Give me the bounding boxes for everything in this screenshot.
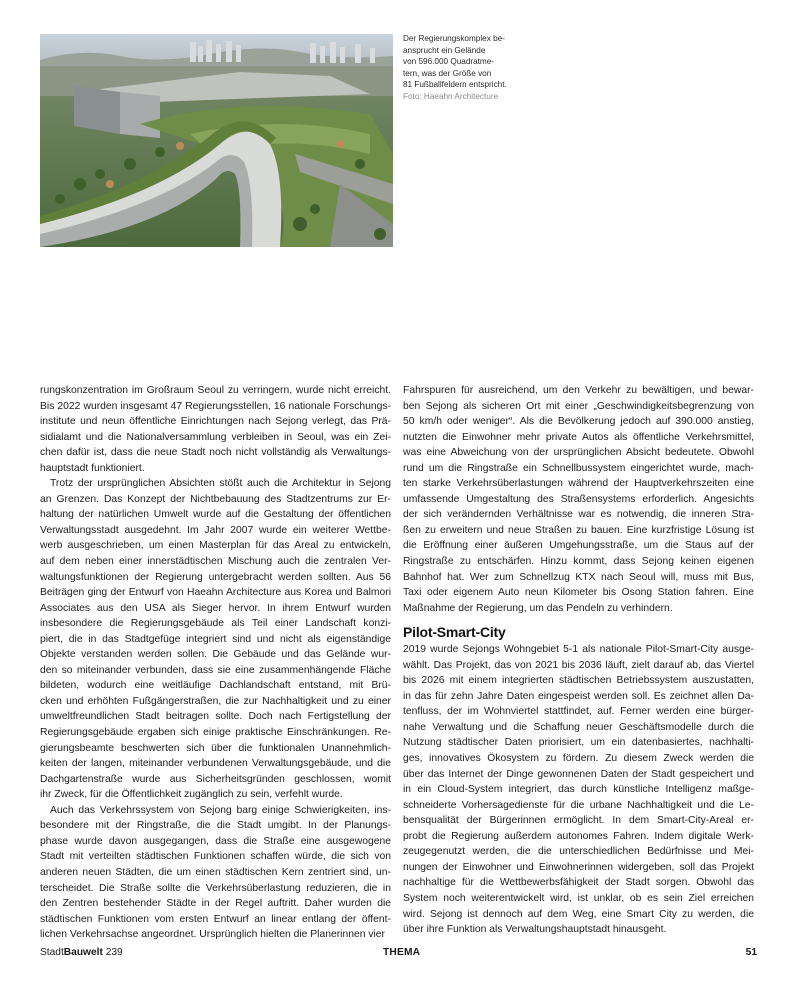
caption-line: 81 Fußballfeldern entspricht. [403, 80, 507, 90]
text-line: keiten der langen, miteinander verbundenen Verwaltungsgebäude, und die [40, 758, 391, 770]
text-line: System noch weiterentwickelt wird, ist unklar, ob es sein Ziel erreichen [403, 892, 754, 904]
text-line: bis 2026 mit einem integrierten städtischen Betriebssystem auszustatten, [403, 675, 754, 687]
right-column-bottom-text [403, 642, 754, 937]
page-number: 51 [745, 947, 757, 958]
text-line: nachhaltige für die Wettbewerbsfähigkeit der Stadt sorgen. Obwohl das [403, 877, 754, 889]
text-line: Beiträgen ging der Entwurf von Haeahn Architecture aus Korea und Balmori [40, 587, 391, 599]
text-line: phase wurde davon ausgegangen, dass die Straße eine ausgewogene [40, 835, 391, 847]
text-line: städtischen Funktionen vom ersten Entwurf an linear entlang der öffent- [40, 913, 391, 925]
text-line: Regierungsgebäude ergaben sich einige praktische Einschränkungen. Re- [40, 727, 391, 739]
caption-line: ansprucht ein Gelände [403, 45, 486, 55]
text-line: haltung der natürlichen Umwelt wurde auf die Gestaltung der öffentlichen [40, 509, 391, 521]
caption-line: tern, was der Größe von [403, 68, 492, 78]
text-line: werb ausgeschrieben, um einen Masterplan für das Areal zu entwickeln, [40, 540, 391, 552]
text-line: auf dem neben einer innerstädtischen Mischung auch die zentralen Ver- [40, 556, 391, 568]
text-line: Trotz der ursprünglichen Absichten stößt auch die Architektur in Sejong [50, 478, 391, 490]
photo-credit: Foto: Haeahn Architecture [403, 91, 499, 101]
section-label: THEMA [383, 947, 421, 958]
magazine-bold: Bauwelt [63, 947, 103, 958]
text-line: bensqualität der Bürgerinnen ermöglicht. In dem Smart-City-Areal er- [403, 815, 754, 827]
text-line: probt die Regierung außerdem autonomes Fahren. Indem digitale Werk- [403, 830, 754, 842]
text-line: nahe Verwaltung und die Schaffung neuer Geschäftsmodelle durch die [403, 721, 754, 733]
text-line: in ein Cloud-System integriert, das durch künstliche Intelligenz maßge- [403, 784, 754, 796]
left-text-column [40, 383, 391, 943]
text-line: bildeten, wodurch eine weitläufige Dachlandschaft entstand, mit Brü- [40, 680, 391, 692]
right-text-column [403, 383, 754, 938]
right-column-top-text [403, 383, 754, 616]
section-subheading: Pilot-Smart-City [403, 624, 506, 641]
text-line: schneiderte Vorhersagedienste für die urbane Nachhaltigkeit und die Le- [403, 799, 754, 811]
text-line: piert, die in das Stadtgefüge integriert sind und nicht als eigenständige [40, 633, 391, 645]
text-line: sidialamt und die Nationalversammlung verbleiben in Seoul, was ein Zei- [40, 431, 391, 443]
text-line: ihr Zweck, für die Öffentlichkeit zugänglich zu sein, verfehlt wurde. [40, 789, 343, 801]
photo-caption [403, 33, 533, 103]
text-line: Stadt mit verteilten städtischen Funktionen schaffen würde, die sich von [40, 851, 391, 863]
text-line: Auch das Verkehrssystem von Sejong barg einige Schwierigkeiten, ins- [50, 804, 391, 816]
text-line: nutzten die Einwohner mehr private Autos als öffentliche Verkehrsmittel, [403, 431, 754, 443]
text-line: Bahnhof hat. Wer zum Schnellzug KTX nach Seoul will, muss mit Bus, [403, 571, 754, 583]
text-line: an Grenzen. Das Konzept der Nichtbebauung des Stadtzentrums zur Er- [40, 493, 391, 505]
aerial-photo-government-complex [40, 34, 393, 247]
text-line: Nutzung städtischer Daten priorisiert, um ein datenbasiertes, nachhalti- [403, 737, 754, 749]
text-line: umfassende Umgestaltung des Straßensystems erforderlich. Angesichts [403, 493, 754, 505]
text-line: nungen der Einwohner und Einwohnerinnen widergeben, soll das Projekt [403, 861, 754, 873]
page-footer [40, 945, 757, 961]
text-line: Maßnahme der Regierung, um das Pendeln zu verhindern. [403, 602, 673, 614]
text-line: 50 km/h oder weniger“. Als die Bevölkerung jedoch auf 390.000 anstieg, [403, 416, 754, 428]
text-line: in das für zehn Jahre Daten eingespeist werden soll. Es zeichnet allen Da- [403, 690, 754, 702]
text-line: gierungsbeamte beschwerten sich über die funktionalen Unannehmlich- [40, 742, 391, 754]
text-line: terscheidet. Die Straße sollte die Verkehrsüberlastung reduzieren, die in [40, 882, 391, 894]
caption-line: von 596.000 Quadratme- [403, 57, 495, 67]
text-line: ben Sejong als sicheren Ort mit einer „Geschwindigkeitsbegrenzung von [403, 400, 754, 412]
text-line: über ihre Funktion als Verwaltungshauptstadt hinausgeht. [403, 924, 667, 936]
magazine-prefix: Stadt [40, 947, 64, 958]
text-line: zeugegenutzt werden, die die unterschiedlichen Bedürfnisse und Mei- [403, 846, 754, 858]
text-line: wird. Sejong ist dennoch auf dem Weg, eine Smart City zu werden, die [403, 908, 754, 920]
text-line: Ringstraße zu entschärfen. Hinzu kommt, dass Sejong keinen eigenen [403, 556, 754, 568]
text-line: ßen zu erweitern und neue Straßen zu bauen. Eine kurzfristige Lösung ist [403, 524, 754, 536]
text-line: institute und neun öffentliche Einrichtungen nach Sejong verlegt, das Prä- [40, 416, 391, 428]
text-line: 2019 wurde Sejongs Wohngebiet 5-1 als nationale Pilot-Smart-City ausge- [403, 644, 754, 656]
text-line: ten starke Verkehrsüberlastungen während der Hauptverkehrszeiten eine [403, 478, 754, 490]
text-line: lichen Verkehrsachse angeordnet. Ursprünglich hielten die Planerinnen vier [40, 929, 386, 941]
text-line: Bis 2022 wurden insgesamt 47 Regierungsstellen, 16 nationale Forschungs- [40, 400, 391, 412]
text-line: die Eröffnung einer äußeren Umgehungsstraße, um die Staus auf der [403, 540, 754, 552]
text-line: ges, innovatives Ökosystem zu fördern. Zu diesem Zweck werden die [403, 753, 754, 765]
magazine-name [40, 945, 123, 961]
text-line: tenfluss, der im Wohnviertel stattfindet, auf. Ferner werden eine bürger- [403, 706, 754, 718]
text-line: wählt. Das Projekt, das von 2021 bis 2036 läuft, zielt darauf ab, das Viertel [403, 659, 754, 671]
aerial-photo [40, 34, 393, 247]
text-line: Fahrspuren für ausreichend, um den Verkehr zu bewältigen, und bewar- [403, 385, 754, 396]
text-line: cken und erhöhten Fußgängerstraßen, die zur Nachhaltigkeit und zu einer [40, 695, 391, 707]
text-line: Associates aus den USA als Sieger hervor. In ihrem Entwurf wurden [40, 602, 391, 614]
text-line: was eine Abweichung von der ursprünglichen Absicht bedeutete. Obwohl [403, 447, 754, 459]
caption-line: Der Regierungskomplex be- [403, 34, 505, 43]
text-line: den so miteinander verbunden, dass sie eine zusammenhängende Fläche [40, 664, 391, 676]
text-line: anderen neuen Städten, die um einen städtischen Kern zentriert sind, un- [40, 866, 391, 878]
text-line: hauptstadt funktioniert. [40, 462, 145, 474]
issue-number: 239 [102, 947, 123, 958]
text-line: Dachgartenstraße wurde aus Sicherheitsgründen geschlossen, womit [40, 773, 391, 785]
text-line: Taxi oder eigenem Auto neun Kilometer bis Osong Station fahren. Eine [403, 587, 754, 599]
text-line: den Zentren bestehender Städte in der Regel auftritt. Daher wurden die [40, 898, 391, 910]
text-line: insbesondere die Regierungsgebäude als Teil einer Landschaft konzi- [40, 618, 391, 630]
text-line: waltungsfunktionen der Regierung untergebracht werden sollten. Aus 56 [40, 571, 391, 583]
text-line: besondere mit der Ringstraße, die die Stadt umgibt. In der Planungs- [40, 820, 391, 832]
text-line: der sich verändernden Verhältnisse war es notwendig, die inneren Stra- [403, 509, 754, 521]
text-line: Verwaltungsstadt ausgedehnt. Im Jahr 2007 wurde ein weiterer Wettbe- [40, 524, 391, 536]
text-line: chen dafür ist, dass die neue Stadt noch nicht vollständig als Verwaltungs- [40, 447, 391, 459]
text-line: rungskonzentration im Großraum Seoul zu verringern, wurde nicht erreicht. [40, 385, 391, 396]
text-line: Objekte verstanden werden sollen. Die Gebäude und das Gelände wur- [40, 649, 391, 661]
text-line: rund um die Ringstraße ein Schnellbussystem eingerichtet wurde, mach- [403, 462, 754, 474]
text-line: umweltfreundlichen Stadt beitragen sollte. Doch nach Fertigstellung der [40, 711, 391, 723]
text-line: über das Internet der Dinge gewonnenen Daten der Stadt gespeichert und [403, 768, 754, 780]
